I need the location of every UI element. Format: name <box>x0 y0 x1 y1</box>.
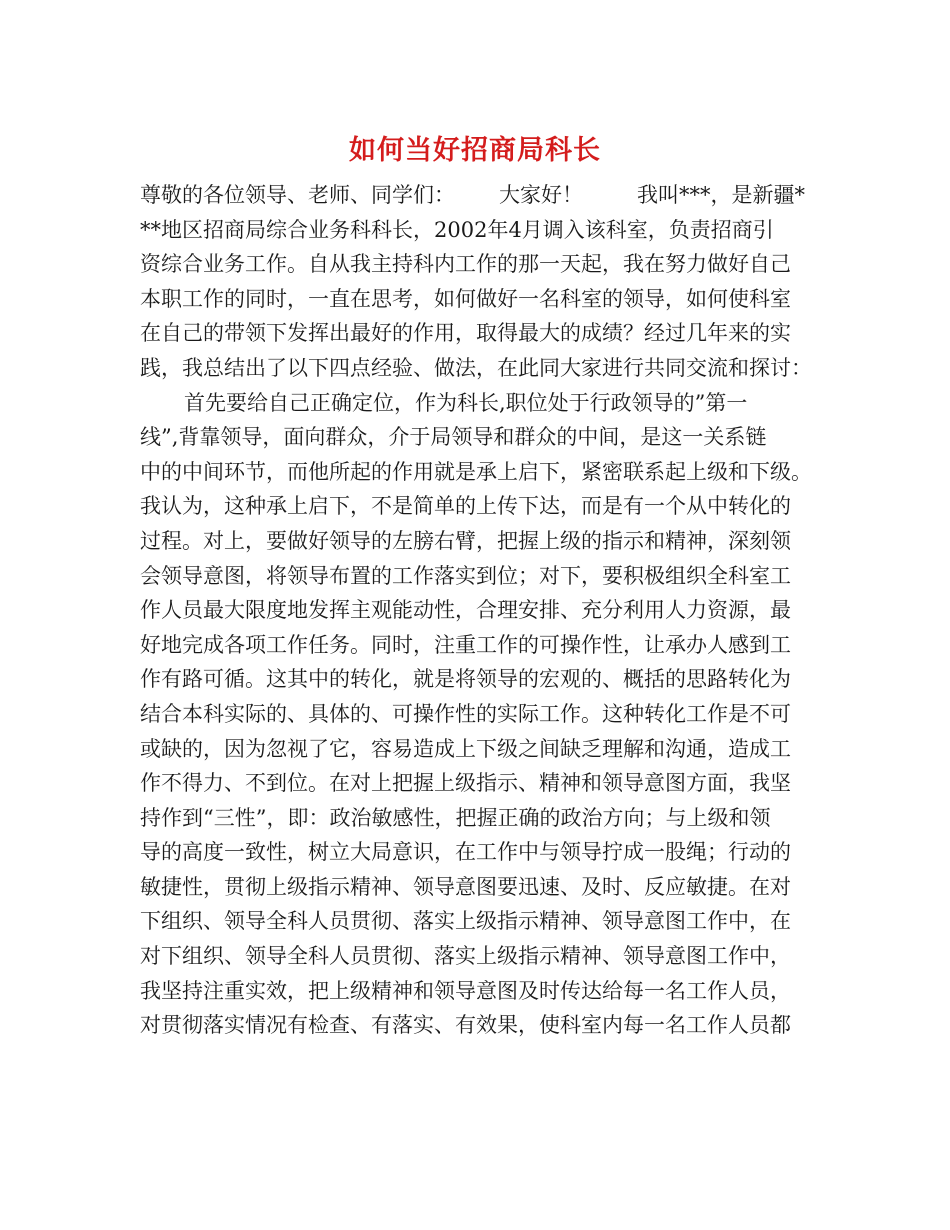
text-line: 本职工作的同时，一直在思考，如何做好一名科室的领导，如何使科室 <box>140 286 791 311</box>
text-line: 过程。对上，要做好领导的左膀右臂，把握上级的指示和精神，深刻领 <box>140 528 791 553</box>
text-line: 对下组织、领导全科人员贯彻、落实上级指示精神、领导意图工作中， <box>140 944 791 969</box>
text-line: 敏捷性，贯彻上级指示精神、领导意图要迅速、及时、反应敏捷。在对 <box>140 874 791 899</box>
text-line: 结合本科实际的、具体的、可操作性的实际工作。这种转化工作是不可 <box>140 701 791 726</box>
text-line: 会领导意图，将领导布置的工作落实到位；对下，要积极组织全科室工 <box>140 563 791 588</box>
page-title: 如何当好招商局科长 <box>349 135 601 166</box>
text-line: 在自己的带领下发挥出最好的作用，取得最大的成绩？经过几年来的实 <box>140 321 791 346</box>
document-body <box>140 178 830 1043</box>
intro-text: 我叫***，是新疆* <box>637 183 805 207</box>
text-line: 作人员最大限度地发挥主观能动性，合理安排、充分利用人力资源，最 <box>140 598 791 623</box>
text-line: 导的高度一致性，树立大局意识，在工作中与领导拧成一股绳；行动的 <box>140 840 791 865</box>
text-line: 持作到“三性”，即：政治敏感性，把握正确的政治方向；与上级和领 <box>140 805 771 830</box>
paragraph-start-line: 首先要给自己正确定位，作为科长,职位处于行政领导的”第一 <box>184 390 748 415</box>
text-line: 线”,背靠领导，面向群众，介于局领导和群众的中间，是这一关系链 <box>140 425 767 450</box>
salutation-text: 尊敬的各位领导、老师、同学们： <box>140 183 455 207</box>
text-line: 好地完成各项工作任务。同时，注重工作的可操作性，让承办人感到工 <box>140 632 791 657</box>
text-line: 下组织、领导全科人员贯彻、落实上级指示精神、领导意图工作中，在 <box>140 909 791 934</box>
text-line: **地区招商局综合业务科科长，2002年4月调入该科室，负责招商引 <box>140 217 774 242</box>
text-line: 作有路可循。这其中的转化，就是将领导的宏观的、概括的思路转化为 <box>140 667 791 692</box>
text-line: 我坚持注重实效，把上级精神和领导意图及时传达给每一名工作人员， <box>140 978 791 1003</box>
text-line: 作不得力、不到位。在对上把握上级指示、精神和领导意图方面，我坚 <box>140 771 791 796</box>
text-line: 资综合业务工作。自从我主持科内工作的那一天起，我在努力做好自己 <box>140 252 791 277</box>
text-line: 或缺的，因为忽视了它，容易造成上下级之间缺乏理解和沟通，造成工 <box>140 736 791 761</box>
text-line: 践，我总结出了以下四点经验、做法，在此同大家进行共同交流和探讨： <box>140 355 812 380</box>
text-line-greeting <box>140 178 830 213</box>
hello-text: 大家好！ <box>499 183 583 207</box>
text-line: 我认为，这种承上启下，不是简单的上传下达，而是有一个从中转化的 <box>140 494 791 519</box>
text-line: 中的中间环节，而他所起的作用就是承上启下，紧密联系起上级和下级。 <box>140 459 812 484</box>
text-line: 对贯彻落实情况有检查、有落实、有效果，使科室内每一名工作人员都 <box>140 1013 791 1038</box>
